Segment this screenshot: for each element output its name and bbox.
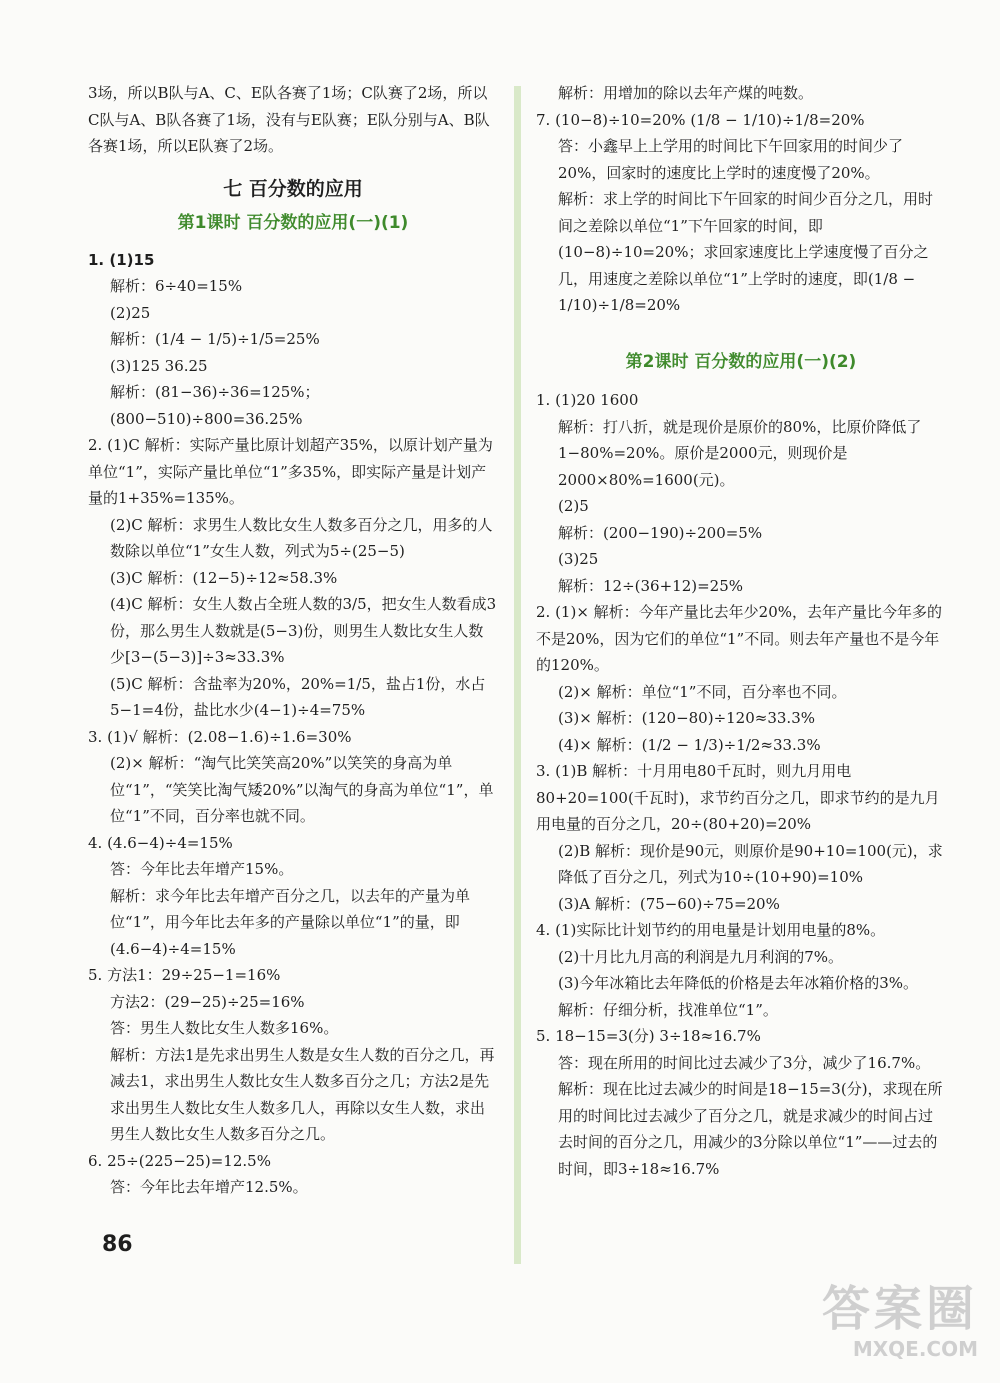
l2q5-answer: 答：现在所用的时间比过去减少了3分，减少了16.7%。 [558, 1053, 931, 1072]
q3-part-1: 3. (1)√ 解析：(2.08−1.6)÷1.6=30% [88, 727, 352, 746]
left-column [88, 80, 498, 1201]
q1-answer-2: (2)25 [110, 303, 151, 322]
q7-formula: 7. (10−8)÷10=20% (1/8 − 1/10)÷1/8=20% [536, 110, 865, 129]
l2q1-answer-2: (2)5 [558, 497, 589, 515]
l2q1-analysis-1: 解析：打八折，就是现价是原价的80%，比原价降低了1−80%=20%。原价是2000元，则现价是2000×80%=1600(元)。 [558, 417, 922, 489]
q1-analysis-3: 解析：(81−36)÷36=125%；(800−510)÷800=36.25% [110, 383, 320, 428]
lesson2-title: 第2课时 百分数的应用(一)(2) [625, 351, 857, 372]
l2q4-analysis: 解析：仔细分析，找准单位“1”。 [558, 1000, 778, 1019]
question-6 [88, 1148, 498, 1201]
l2q3-part-3: (3)A 解析：(75−60)÷75=20% [558, 894, 780, 913]
column-divider [514, 86, 521, 1264]
q5-analysis: 解析：方法1是先求出男生人数是女生人数的百分之几，再减去1，求出男生人数比女生人数多百分之几；方法2是先求出男生人数比女生人数多几人，再除以女生人数，求出男生人数比女生人数多百分之几。 [110, 1045, 495, 1143]
q7-analysis: 解析：求上学的时间比下午回家的时间少百分之几，用时间之差除以单位“1”下午回家的时间，即(10−8)÷10=20%；求回家速度比上学速度慢了百分之几，用速度之差除以单位“1”上学时的速度，即(1/8 − 1/10)÷1/8=20% [558, 190, 934, 314]
page-number: 86 [102, 1232, 133, 1257]
l2q2-part-1: 2. (1)× 解析：今年产量比去年少20%，去年产量比今年多的不是20%，因为它们的单位“1”不同。则去年产量也不是今年的120%。 [536, 603, 943, 674]
lesson2-question-3 [536, 758, 946, 917]
l2q5-formula: 5. 18−15=3(分) 3÷18≈16.7% [536, 1027, 761, 1045]
q1-answer-1: 1. (1)15 [88, 250, 155, 269]
l2q5-analysis: 解析：现在比过去减少的时间是18−15=3(分)，求现在所用的时间比过去减少了百分之几，就是求减少的时间占过去时间的百分之几，用减少的3分除以单位“1”——过去的时间，即3÷18≈16.7% [558, 1080, 943, 1178]
q5-method-2: 方法2：(29−25)÷25=16% [110, 992, 305, 1011]
q2-part-1: 2. (1)C 解析：实际产量比原计划超产35%，以原计划产量为单位“1”，实际产量比单位“1”多35%，即实际产量是计划产量的1+35%=135%。 [88, 436, 493, 507]
question-5 [88, 962, 498, 1148]
watermark-en: MXQE.COM [852, 1337, 978, 1361]
lesson1-title: 第1课时 百分数的应用(一)(1) [177, 213, 409, 233]
q1-answer-3: (3)125 36.25 [110, 356, 208, 375]
q6-formula: 6. 25÷(225−25)=12.5% [88, 1151, 271, 1170]
intro-paragraph: 3场，所以B队与A、C、E队各赛了1场；C队赛了2场，所以C队与A、B队各赛了1场，没有与E队赛；E队分别与A、B队各赛1场，所以E队赛了2场。 [88, 84, 490, 155]
q6-answer: 答：今年比去年增产12.5%。 [110, 1178, 308, 1196]
question-3 [88, 724, 498, 830]
lesson2-question-2 [536, 599, 946, 758]
l2q1-answer-1: 1. (1)20 1600 [536, 391, 639, 409]
q6-note: 解析：用增加的除以去年产煤的吨数。 [558, 84, 814, 102]
l2q4-part-3: (3)今年冰箱比去年降低的价格是去年冰箱价格的3%。 [558, 974, 919, 992]
lesson2-question-1 [536, 387, 946, 599]
q3-part-2: (2)× 解析：“淘气比笑笑高20%”以笑笑的身高为单位“1”，“笑笑比淘气矮20%”以淘气的身高为单位“1”，单位“1”不同，百分率也就不同。 [110, 754, 494, 825]
watermark-logo [822, 1281, 978, 1361]
q4-formula: 4. (4.6−4)÷4=15% [88, 833, 233, 852]
l2q1-analysis-2: 解析：(200−190)÷200=5% [558, 523, 763, 542]
question-2 [88, 432, 498, 724]
q7-answer: 答：小鑫早上上学用的时间比下午回家用的时间少了20%，回家时的速度比上学时的速度慢了20%。 [558, 137, 904, 182]
q2-part-5: (5)C 解析：含盐率为20%，20%=1/5，盐占1份，水占5−1=4份，盐比水少(4−1)÷4=75% [110, 674, 486, 719]
l2q1-answer-3: (3)25 [558, 550, 599, 568]
q4-analysis: 解析：求今年比去年增产百分之几，以去年的产量为单位“1”，用今年比去年多的产量除以单位“1”的量，即(4.6−4)÷4=15% [110, 886, 471, 958]
l2q4-part-2: (2)十月比九月高的利润是九月利润的7%。 [558, 947, 844, 966]
l2q2-part-2: (2)× 解析：单位“1”不同，百分率也不同。 [558, 682, 847, 701]
q2-part-3: (3)C 解析：(12−5)÷12≈58.3% [110, 568, 338, 587]
q2-part-4: (4)C 解析：女生人数占全班人数的3/5，把女生人数看成3份，那么男生人数就是(5−3)份，则男生人数比女生人数少[3−(5−3)]÷3≈33.3% [110, 595, 497, 666]
watermark-cn: 答案圈 [821, 1281, 978, 1337]
q5-method-1: 5. 方法1：29÷25−1=16% [88, 966, 281, 984]
q2-part-2: (2)C 解析：求男生人数比女生人数多百分之几，用多的人数除以单位“1”女生人数，列式为5÷(25−5) [110, 515, 493, 560]
l2q3-part-2: (2)B 解析：现价是90元，则原价是90+10=100(元)，求降低了百分之几，列式为10÷(10+90)=10% [558, 841, 943, 886]
right-column [536, 80, 946, 1182]
q1-analysis-1: 解析：6÷40=15% [110, 277, 243, 295]
l2q3-part-1: 3. (1)B 解析：十月用电80千瓦时，则九月用电80+20=100(千瓦时)，求节约百分之几，即求节约的是九月用电量的百分之几，20÷(80+20)=20% [536, 762, 940, 833]
chapter-title: 七 百分数的应用 [223, 177, 363, 200]
question-7 [536, 107, 946, 319]
question-1 [88, 247, 498, 433]
q5-answer: 答：男生人数比女生人数多16%。 [110, 1019, 339, 1037]
lesson2-question-4 [536, 917, 946, 1023]
l2q2-part-4: (4)× 解析：(1/2 − 1/3)÷1/2≈33.3% [558, 735, 821, 754]
l2q4-part-1: 4. (1)实际比计划节约的用电量是计划用电量的8%。 [536, 921, 886, 939]
q4-answer: 答：今年比去年增产15%。 [110, 860, 294, 878]
q1-analysis-2: 解析：(1/4 − 1/5)÷1/5=25% [110, 330, 320, 348]
l2q2-part-3: (3)× 解析：(120−80)÷120≈33.3% [558, 709, 815, 727]
lesson2-question-5 [536, 1023, 946, 1182]
question-4 [88, 830, 498, 963]
l2q1-analysis-3: 解析：12÷(36+12)=25% [558, 576, 744, 595]
